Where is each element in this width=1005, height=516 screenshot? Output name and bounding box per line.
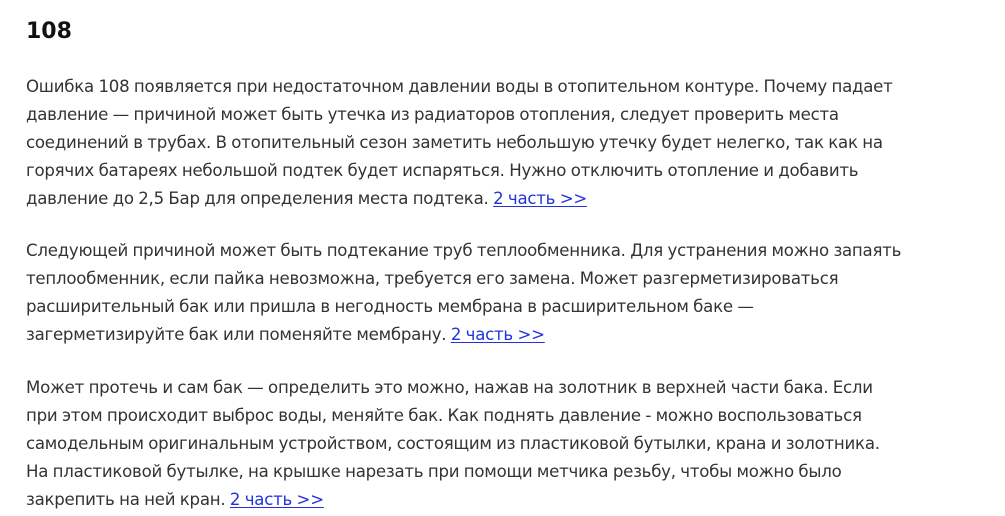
part-2-link-3[interactable]: 2 часть >> [229,490,324,509]
paragraph-1-text: Ошибка 108 появляется при недостаточном давлении воды в отопительном контуре. Почему падает давление — причиной может быть утечка из радиаторов отопления, следует проверить места соединений в трубах. В отопительный сезон заметить небольшую утечку будет нелегко, так как на горячих батареях небольшой подтек будет испаряться. Нужно отключить отопление и добавить давление до 2,5 Бар для определения места подтека. [26,77,893,208]
part-2-link-2[interactable]: 2 часть >> [450,325,545,344]
paragraph-1 [26,73,906,213]
paragraph-2-text: Следующей причиной может быть подтекание труб теплообменника. Для устранения можно запаять теплообменник, если пайка невозможна, требуется его замена. Может разгерметизироваться расширительный бак или пришла в негодность мембрана в расширительном баке — загерметизируйте бак или поменяйте мембрану. [26,241,902,344]
paragraph-2 [26,237,906,349]
paragraph-3 [26,374,906,514]
part-2-link-1[interactable]: 2 часть >> [493,189,588,208]
article-title: 108 [26,19,72,44]
paragraph-3-text: Может протечь и сам бак — определить это можно, нажав на золотник в верхней части бака. Если при этом происходит выброс воды, меняйте бак. Как поднять давление - можно воспользоваться самодельным оригинальным устройством, состоящим из пластиковой бутылки, крана и золотника. На пластиковой бутылке, на крышке нарезать при помощи метчика резьбу, чтобы можно было закрепить на ней кран. [26,378,880,509]
